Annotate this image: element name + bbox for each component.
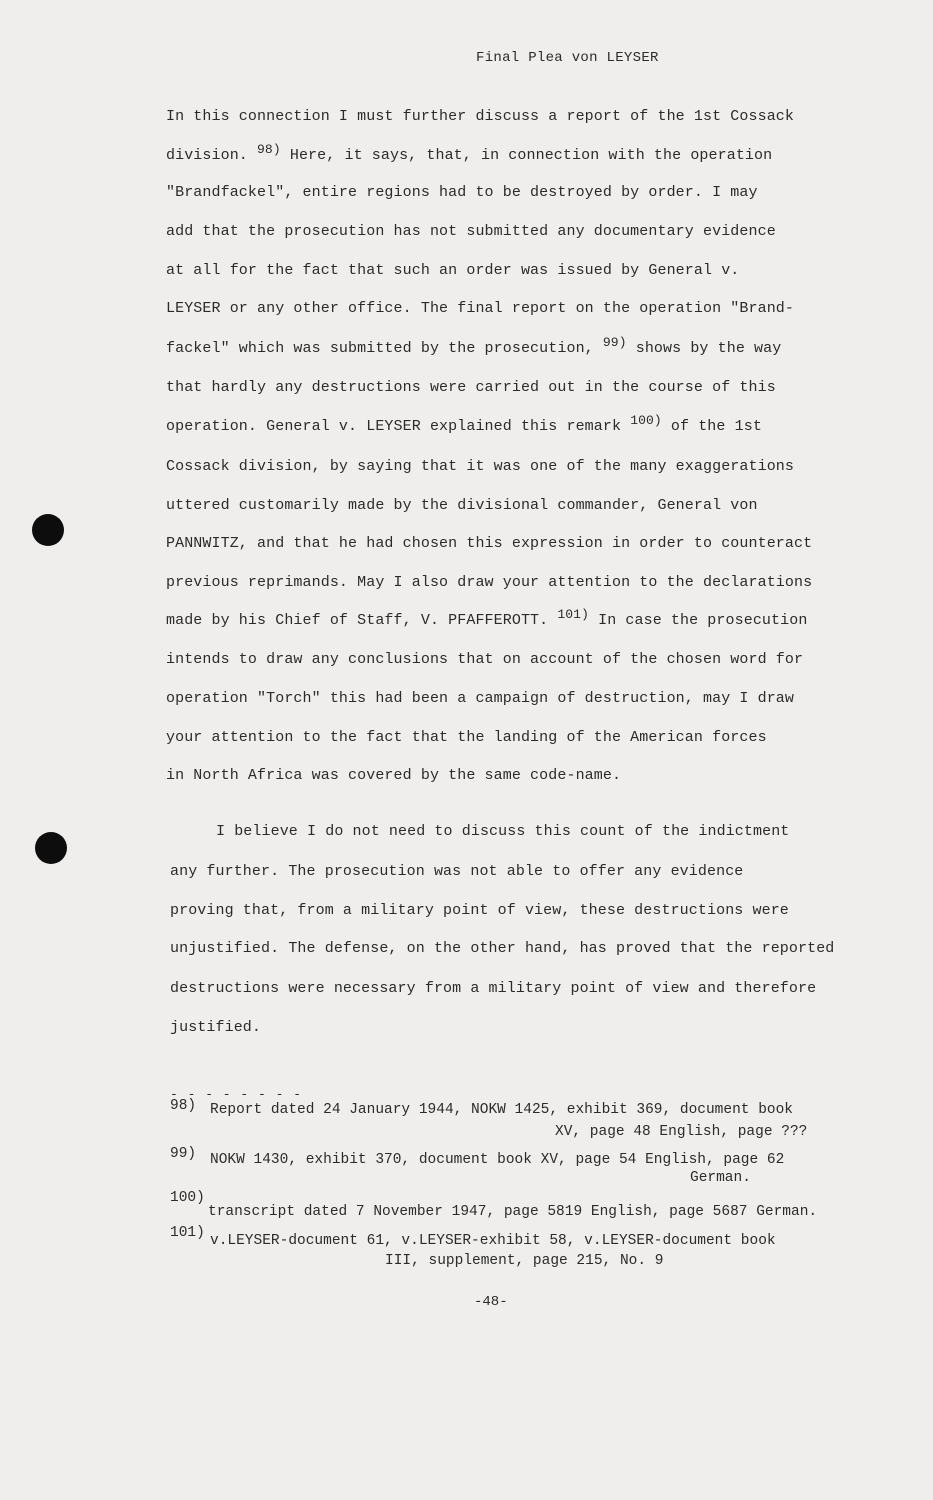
footnote-rule: - - - - - - - - [170, 1087, 303, 1102]
footnote-text: XV, page 48 English, page ??? [555, 1124, 808, 1140]
text-line: PANNWITZ, and that he had chosen this expression in order to counteract [166, 535, 813, 552]
text-line: Cossack division, by saying that it was one of the many exaggerations [166, 458, 795, 475]
binder-hole [32, 514, 64, 546]
text-line: proving that, from a military point of view, these destructions were [170, 902, 789, 919]
page-number: -48- [474, 1294, 508, 1310]
footnote-number: 100) [170, 1190, 205, 1206]
footnote-text: transcript dated 7 November 1947, page 5819 English, page 5687 German. [208, 1204, 818, 1220]
text-line: destructions were necessary from a military point of view and therefore [170, 980, 817, 997]
page-header: Final Plea von LEYSER [476, 50, 659, 66]
footnote-ref-98: 98) [257, 142, 281, 157]
text-line: operation "Torch" this had been a campaign of destruction, may I draw [166, 690, 795, 707]
text-line: I believe I do not need to discuss this count of the indictment [216, 823, 790, 840]
footnote-ref-101: 101) [557, 607, 589, 622]
text-line: LEYSER or any other office. The final report on the operation "Brand- [166, 300, 795, 317]
footnote-number: 99) [170, 1146, 197, 1162]
text-line: add that the prosecution has not submitted any documentary evidence [166, 223, 776, 240]
text-line: at all for the fact that such an order was issued by General v. [166, 262, 740, 279]
footnote-number: 98) [170, 1098, 197, 1114]
text-line [166, 413, 762, 435]
text-span: operation. General v. LEYSER explained this remark [166, 418, 622, 435]
footnote-text: III, supplement, page 215, No. 9 [385, 1253, 664, 1269]
footnote-ref-100: 100) [630, 413, 662, 428]
footnote-text: German. [690, 1170, 751, 1186]
text-span: In case the prosecution [598, 612, 808, 629]
text-line: in North Africa was covered by the same code-name. [166, 767, 622, 784]
text-span: of the 1st [670, 418, 762, 435]
text-line: that hardly any destructions were carried out in the course of this [166, 379, 776, 396]
text-span: shows by the way [635, 340, 782, 357]
text-line: your attention to the fact that the landing of the American forces [166, 729, 767, 746]
text-line: previous reprimands. May I also draw your attention to the declarations [166, 574, 813, 591]
text-line [166, 142, 773, 164]
text-line: justified. [170, 1019, 262, 1036]
footnote-text: NOKW 1430, exhibit 370, document book XV, page 54 English, page 62 [210, 1152, 785, 1168]
text-span: division. [166, 147, 248, 164]
text-line: "Brandfackel", entire regions had to be destroyed by order. I may [166, 184, 758, 201]
text-line: intends to draw any conclusions that on account of the chosen word for [166, 651, 804, 668]
footnote-text: v.LEYSER-document 61, v.LEYSER-exhibit 58, v.LEYSER-document book [210, 1233, 776, 1249]
text-line [166, 607, 808, 629]
text-line: unjustified. The defense, on the other hand, has proved that the reported [170, 940, 835, 957]
text-line: uttered customarily made by the divisional commander, General von [166, 497, 758, 514]
text-span: fackel" which was submitted by the prosecution, [166, 340, 594, 357]
text-line [166, 335, 782, 357]
text-line: any further. The prosecution was not able to offer any evidence [170, 863, 744, 880]
text-span: made by his Chief of Staff, V. PFAFFEROTT. [166, 612, 549, 629]
footnote-ref-99: 99) [602, 335, 627, 350]
footnote-number: 101) [170, 1225, 205, 1241]
binder-hole [35, 832, 67, 864]
text-line: In this connection I must further discuss a report of the 1st Cossack [166, 108, 795, 125]
text-span: Here, it says, that, in connection with the operation [289, 147, 773, 164]
footnote-text: Report dated 24 January 1944, NOKW 1425, exhibit 369, document book [210, 1102, 793, 1118]
